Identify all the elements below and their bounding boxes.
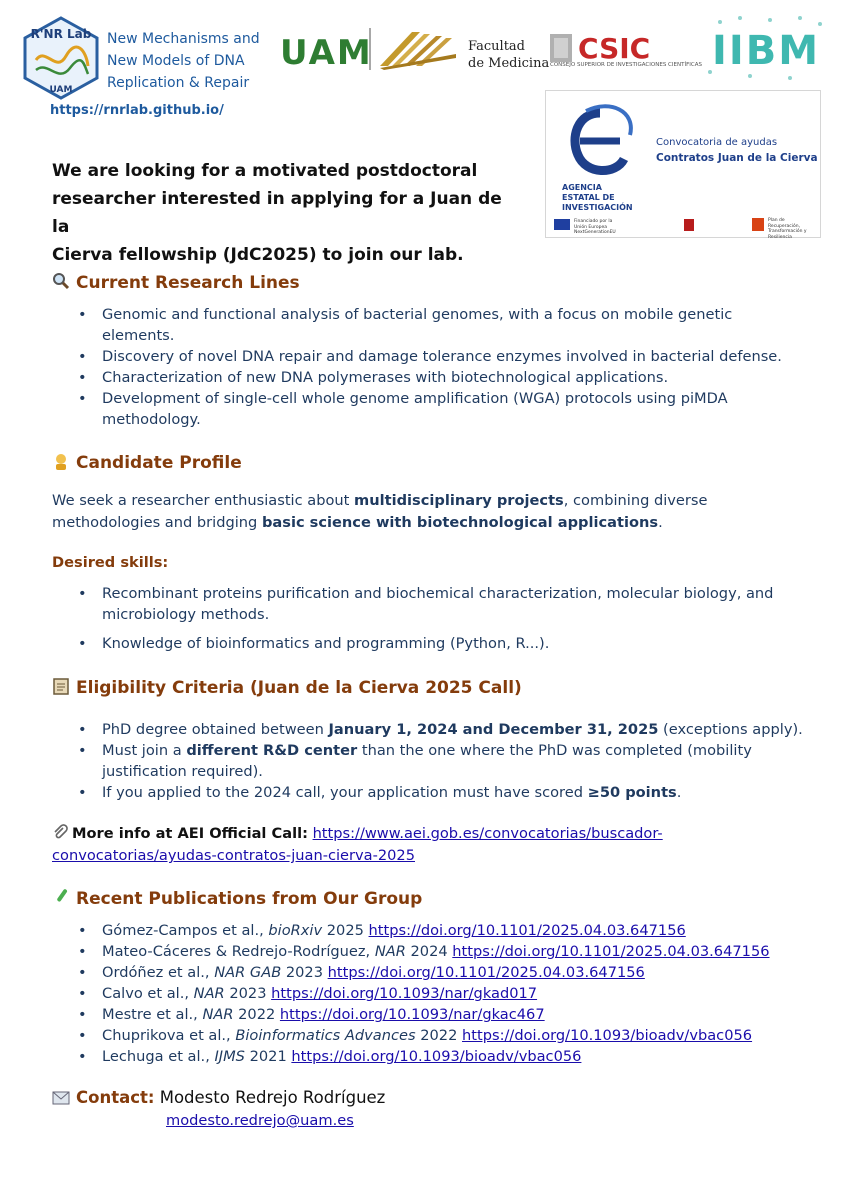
list-item: • Recombinant proteins purification and biochemical characterization, molecular biology, and microbiology methods. [52, 583, 812, 625]
publication-item: • Ordóñez et al., NAR GAB 2023 https://doi.org/10.1101/2025.04.03.647156 [52, 962, 832, 983]
publication-item: • Mestre et al., NAR 2022 https://doi.org/10.1093/nar/gkac467 [52, 1004, 832, 1025]
svg-text:UAM: UAM [49, 85, 73, 95]
lab-url-link[interactable]: https://rnrlab.github.io/ [50, 103, 224, 118]
aei-call-card [545, 90, 821, 238]
svg-text:UAM: UAM [280, 33, 373, 73]
headline-line: Cierva fellowship (JdC2025) to join our lab. [52, 245, 464, 265]
publication-item: • Calvo et al., NAR 2023 https://doi.org/10.1093/nar/gkad017 [52, 983, 832, 1004]
more-info [52, 823, 812, 867]
list-item: • PhD degree obtained between January 1, 2024 and December 31, 2025 (exceptions apply). [52, 719, 812, 740]
aei-footer-plan: Plan de Recuperación, Transformación y Resiliencia [768, 218, 807, 240]
list-item: • Discovery of novel DNA repair and damage tolerance enzymes involved in bacterial defense. [52, 346, 812, 367]
headline-line: researcher interested in applying for a Juan de la [52, 189, 502, 237]
publication-item: • Gómez-Campos et al., bioRxiv 2025 https://doi.org/10.1101/2025.04.03.647156 [52, 920, 832, 941]
doi-link[interactable]: https://doi.org/10.1093/bioadv/vbac056 [291, 1048, 582, 1065]
list-item: • Development of single-cell whole genome amplification (WGA) protocols using piMDA methodology. [52, 388, 812, 430]
eligibility-section-header [52, 677, 522, 698]
recovery-plan-icon [752, 218, 764, 231]
person-icon [52, 452, 70, 470]
research-list [52, 304, 812, 430]
research-title: Current Research Lines [76, 273, 300, 293]
headline-line: We are looking for a motivated postdoctoral [52, 161, 478, 181]
lab-name [107, 28, 277, 94]
aei-call-subtitle: Contratos Juan de la Cierva [656, 152, 818, 164]
publications-section-header [52, 888, 422, 909]
iibm-logo [700, 12, 835, 82]
lab-name-line: Replication & Repair [107, 75, 250, 91]
skills-list [52, 583, 812, 654]
publication-item: • Mateo-Cáceres & Redrejo-Rodríguez, NAR 2024 https://doi.org/10.1101/2025.04.03.647156 [52, 941, 832, 962]
doi-link[interactable]: https://doi.org/10.1093/nar/gkad017 [271, 985, 538, 1002]
paperclip-icon [52, 824, 68, 840]
eligibility-title: Eligibility Criteria (Juan de la Cierva 2025 Call) [76, 678, 522, 698]
agency-line: AGENCIA [562, 183, 602, 192]
contact-name: Modesto Redrejo Rodríguez [154, 1088, 386, 1107]
magnifier-icon [52, 272, 70, 290]
clipboard-icon [52, 677, 70, 695]
faculty-name [468, 38, 549, 72]
contact-label: Contact: [76, 1088, 155, 1107]
lab-name-line: New Models of DNA [107, 53, 245, 69]
research-section-header [52, 272, 300, 293]
svg-text:IIBM: IIBM [712, 28, 821, 74]
publication-item: • Lechuga et al., IJMS 2021 https://doi.org/10.1093/bioadv/vbac056 [52, 1046, 832, 1067]
spain-emblem-icon [684, 219, 694, 231]
eu-flag-icon [554, 219, 570, 230]
aei-footer-eu: Financiado por la Unión Europea NextGenerationEU [574, 219, 616, 235]
headline [52, 157, 512, 269]
profile-section-header [52, 452, 242, 473]
svg-text:CSIC: CSIC [578, 32, 651, 65]
csic-logo [548, 28, 702, 72]
list-item: • Knowledge of bioinformatics and programming (Python, R...). [52, 633, 812, 654]
test-tube-icon [52, 888, 70, 906]
list-item: • Characterization of new DNA polymerases with biotechnological applications. [52, 367, 812, 388]
profile-title: Candidate Profile [76, 453, 242, 473]
contact-email-link[interactable]: modesto.redrejo@uam.es [166, 1112, 354, 1129]
aei-agency-name [562, 183, 633, 213]
lab-logo [22, 16, 100, 100]
list-item: • If you applied to the 2024 call, your application must have scored ≥50 points. [52, 782, 812, 803]
contact [52, 1088, 385, 1107]
lab-name-line: New Mechanisms and [107, 31, 260, 47]
faculty-line: Facultad [468, 39, 525, 54]
doi-link[interactable]: https://doi.org/10.1101/2025.04.03.647156 [327, 964, 645, 981]
faculty-line: de Medicina [468, 56, 550, 71]
skills-title: Desired skills: [52, 554, 169, 571]
list-item: • Must join a different R&D center than the one where the PhD was completed (mobility justification required). [52, 740, 812, 782]
csic-subtitle: CONSEJO SUPERIOR DE INVESTIGACIONES CIENTÍFICAS [550, 62, 702, 68]
publications-list [52, 920, 832, 1067]
envelope-icon [52, 1090, 70, 1104]
doi-link[interactable]: https://doi.org/10.1093/nar/gkac467 [279, 1006, 545, 1023]
publications-title: Recent Publications from Our Group [76, 889, 423, 909]
publication-item: • Chuprikova et al., Bioinformatics Advances 2022 https://doi.org/10.1093/bioadv/vbac056 [52, 1025, 832, 1046]
doi-link[interactable]: https://doi.org/10.1101/2025.04.03.647156 [368, 922, 686, 939]
aei-call-title: Convocatoria de ayudas [656, 137, 778, 148]
more-info-label: More info at AEI Official Call: [72, 825, 308, 842]
doi-link[interactable]: https://doi.org/10.1101/2025.04.03.647156 [452, 943, 770, 960]
doi-link[interactable]: https://doi.org/10.1093/bioadv/vbac056 [462, 1027, 753, 1044]
list-item: • Genomic and functional analysis of bacterial genomes, with a focus on mobile genetic elements. [52, 304, 812, 346]
svg-text:R'NR Lab: R'NR Lab [30, 27, 92, 41]
profile-paragraph: We seek a researcher enthusiastic about multidisciplinary projects, combining diverse methodologies and bridging basic science with biotechnological applications. [52, 492, 708, 531]
aei-call-link[interactable]: https://www.aei.gob.es/convocatorias/buscador- convocatorias/ayudas-contratos-juan-cierva-2025 [52, 825, 663, 864]
eligibility-list [52, 719, 812, 803]
agency-line: INVESTIGACIÓN [562, 203, 633, 212]
agency-line: ESTATAL DE [562, 193, 615, 202]
